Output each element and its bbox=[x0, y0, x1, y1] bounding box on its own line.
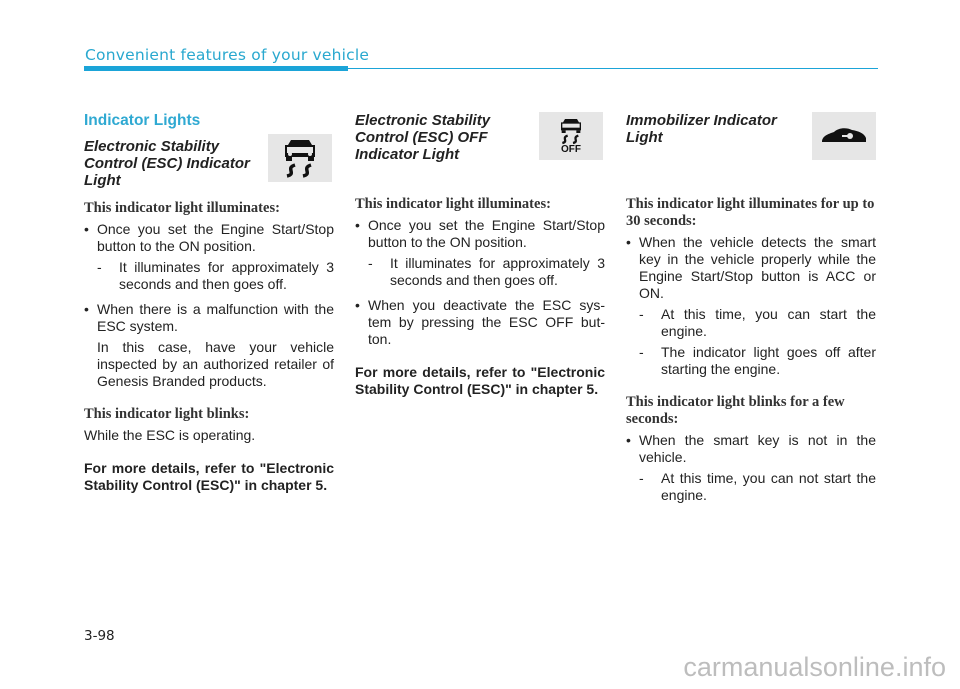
blinks-heading: This indicator light blinks for a few seconds: bbox=[626, 394, 845, 427]
subheading-esc-off: Electronic Stability Control (ESC) OFF Indicator Light bbox=[355, 112, 491, 163]
section-title: Indicator Lights bbox=[84, 112, 201, 129]
header-rule bbox=[348, 68, 878, 69]
chapter-title: Convenient features of your vehicle bbox=[85, 46, 370, 64]
column-esc-indicator bbox=[84, 100, 334, 494]
reference-note: For more details, refer to "Electronic Stability Control (ESC)" in chapter 5. bbox=[355, 364, 605, 397]
blinks-heading: This indicator light blinks: bbox=[84, 406, 250, 422]
header-accent-bar bbox=[84, 66, 348, 71]
list-item: • When you deactivate the ESC sys-tem by pressing the ESC OFF but-ton. bbox=[355, 297, 605, 348]
off-label: OFF bbox=[561, 144, 581, 155]
page-number: 3-98 bbox=[84, 628, 115, 644]
list-item: • Once you set the Engine Start/Stop button to the ON position. bbox=[355, 217, 605, 251]
illuminates-heading: This indicator light illuminates: bbox=[84, 200, 280, 216]
column-immobilizer-indicator bbox=[626, 100, 876, 504]
list-item-dash: - It illuminates for approximately 3 seconds and then goes off. bbox=[368, 255, 605, 288]
illuminates-heading: This indicator light illuminates for up to 30 seconds: bbox=[626, 196, 875, 229]
paragraph: In this case, have your vehicle inspected by an authorized retailer of Genesis Branded products. bbox=[97, 339, 334, 389]
esc-off-indicator-icon bbox=[539, 112, 603, 160]
list-item: • When the smart key is not in the vehicle. bbox=[626, 432, 876, 466]
column-esc-off-indicator bbox=[355, 100, 605, 398]
list-item-dash: - It illuminates for approximately 3 seconds and then goes off. bbox=[97, 259, 334, 292]
list-item: • When the vehicle detects the smart key in the vehicle properly while the Engine Start/Stop button is ACC or ON. bbox=[626, 234, 876, 302]
watermark: carmanualsonline.info bbox=[683, 652, 946, 682]
esc-indicator-icon bbox=[268, 134, 332, 182]
subheading-immobilizer: Immobilizer Indicator Light bbox=[626, 112, 777, 146]
subheading-esc-indicator: Electronic Stability Control (ESC) Indicator Light bbox=[84, 138, 250, 189]
reference-note: For more details, refer to "Electronic Stability Control (ESC)" in chapter 5. bbox=[84, 460, 334, 493]
list-item: • Once you set the Engine Start/Stop button to the ON position. bbox=[84, 221, 334, 255]
illuminates-heading: This indicator light illuminates: bbox=[355, 196, 551, 212]
list-item-dash: - At this time, you can not start the engine. bbox=[639, 470, 876, 503]
paragraph: While the ESC is operating. bbox=[84, 427, 256, 443]
list-item-dash: - The indicator light goes off after starting the engine. bbox=[639, 344, 876, 377]
list-item: • When there is a malfunction with the ESC system. bbox=[84, 301, 334, 335]
immobilizer-key-icon bbox=[812, 112, 876, 160]
list-item-dash: - At this time, you can start the engine. bbox=[639, 306, 876, 339]
